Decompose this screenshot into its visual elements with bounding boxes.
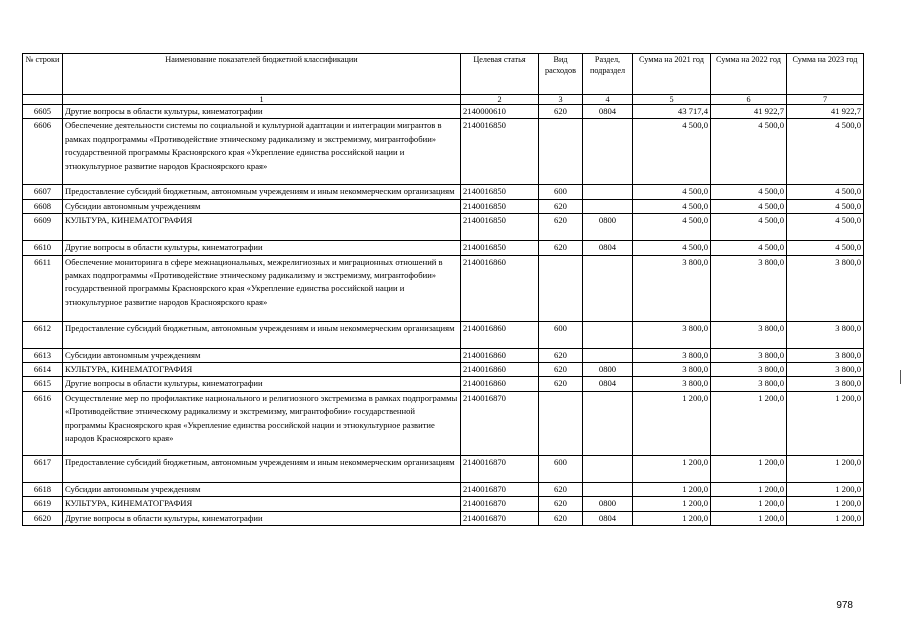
row-sum-2022: 3 800,0 [711, 321, 787, 348]
row-sum-2021: 43 717,4 [633, 105, 711, 119]
row-number: 6615 [23, 377, 63, 391]
row-exp-type: 600 [539, 185, 583, 199]
row-section [583, 348, 633, 362]
row-number: 6619 [23, 497, 63, 511]
table-row [23, 255, 864, 321]
header-row-no: № строки [23, 54, 63, 95]
row-exp-type: 600 [539, 321, 583, 348]
table-row [23, 185, 864, 199]
row-target: 2140016860 [461, 377, 539, 391]
row-sum-2022: 4 500,0 [711, 241, 787, 255]
row-exp-type: 620 [539, 377, 583, 391]
row-name: Субсидии автономным учреждениям [63, 348, 461, 362]
header-section: Раздел, подраздел [583, 54, 633, 95]
row-sum-2023: 3 800,0 [787, 363, 864, 377]
row-sum-2023: 4 500,0 [787, 214, 864, 241]
row-name: Обеспечение деятельности системы по социальной и культурной адаптации и интеграции мигрантов в рамках подпрограммы «Противодействие этническому радикализму и экстремизму, мигрантофобии» государственной программы Красноярского края «Укрепление единства российской нации и этнокультурное развитие народов Красноярского края» [63, 119, 461, 185]
row-sum-2022: 4 500,0 [711, 214, 787, 241]
row-name: Другие вопросы в области культуры, кинематографии [63, 377, 461, 391]
row-exp-type: 620 [539, 199, 583, 213]
row-sum-2022: 1 200,0 [711, 511, 787, 525]
row-number: 6608 [23, 199, 63, 213]
row-exp-type [539, 391, 583, 455]
row-number: 6614 [23, 363, 63, 377]
col-number: 6 [711, 95, 787, 105]
col-number: 2 [461, 95, 539, 105]
row-section [583, 482, 633, 496]
row-section: 0800 [583, 363, 633, 377]
row-number: 6618 [23, 482, 63, 496]
table-row [23, 377, 864, 391]
header-sum-2021: Сумма на 2021 год [633, 54, 711, 95]
row-number: 6620 [23, 511, 63, 525]
row-sum-2023: 1 200,0 [787, 391, 864, 455]
row-sum-2021: 1 200,0 [633, 511, 711, 525]
row-target: 2140016850 [461, 214, 539, 241]
row-name: Предоставление субсидий бюджетным, автономным учреждениям и иным некоммерческим организациям [63, 455, 461, 482]
row-sum-2022: 1 200,0 [711, 497, 787, 511]
row-sum-2021: 1 200,0 [633, 391, 711, 455]
row-name: Предоставление субсидий бюджетным, автономным учреждениям и иным некоммерческим организациям [63, 185, 461, 199]
row-number: 6612 [23, 321, 63, 348]
row-number: 6606 [23, 119, 63, 185]
row-section [583, 321, 633, 348]
row-name: Другие вопросы в области культуры, кинематографии [63, 105, 461, 119]
row-section [583, 391, 633, 455]
row-sum-2023: 4 500,0 [787, 199, 864, 213]
row-exp-type: 600 [539, 455, 583, 482]
col-number: 5 [633, 95, 711, 105]
col-number: 4 [583, 95, 633, 105]
row-name: Другие вопросы в области культуры, кинематографии [63, 511, 461, 525]
row-sum-2021: 1 200,0 [633, 455, 711, 482]
row-sum-2021: 1 200,0 [633, 497, 711, 511]
table-row [23, 241, 864, 255]
row-target: 2140016870 [461, 511, 539, 525]
header-sum-2023: Сумма на 2023 год [787, 54, 864, 95]
row-section [583, 455, 633, 482]
table-row [23, 391, 864, 455]
row-sum-2023: 1 200,0 [787, 511, 864, 525]
row-sum-2023: 1 200,0 [787, 497, 864, 511]
row-sum-2021: 4 500,0 [633, 199, 711, 213]
row-target: 2140016850 [461, 119, 539, 185]
row-sum-2022: 41 922,7 [711, 105, 787, 119]
row-sum-2022: 1 200,0 [711, 391, 787, 455]
row-sum-2021: 4 500,0 [633, 214, 711, 241]
header-sum-2022: Сумма на 2022 год [711, 54, 787, 95]
table-row [23, 511, 864, 525]
col-number: 3 [539, 95, 583, 105]
row-sum-2021: 3 800,0 [633, 363, 711, 377]
row-exp-type [539, 119, 583, 185]
row-sum-2023: 3 800,0 [787, 377, 864, 391]
row-name: Субсидии автономным учреждениям [63, 482, 461, 496]
column-number-row [23, 95, 864, 105]
col-number: 1 [63, 95, 461, 105]
row-name: КУЛЬТУРА, КИНЕМАТОГРАФИЯ [63, 363, 461, 377]
row-exp-type: 620 [539, 482, 583, 496]
table-row [23, 363, 864, 377]
row-sum-2022: 3 800,0 [711, 348, 787, 362]
row-target: 2140016850 [461, 185, 539, 199]
row-target: 2140016870 [461, 482, 539, 496]
row-sum-2023: 3 800,0 [787, 255, 864, 321]
row-name: КУЛЬТУРА, КИНЕМАТОГРАФИЯ [63, 497, 461, 511]
row-target: 2140016870 [461, 455, 539, 482]
row-sum-2023: 1 200,0 [787, 482, 864, 496]
row-number: 6613 [23, 348, 63, 362]
row-exp-type: 620 [539, 497, 583, 511]
row-sum-2021: 4 500,0 [633, 185, 711, 199]
row-sum-2021: 3 800,0 [633, 348, 711, 362]
row-target: 2140016850 [461, 199, 539, 213]
row-exp-type: 620 [539, 511, 583, 525]
row-target: 2140016870 [461, 391, 539, 455]
row-target: 2140016860 [461, 348, 539, 362]
row-sum-2022: 3 800,0 [711, 363, 787, 377]
table-row [23, 497, 864, 511]
row-name: Обеспечение мониторинга в сфере межнациональных, межрелигиозных и миграционных отношений в рамках подпрограммы «Противодействие этническому радикализму и экстремизму, мигрантофобии» государственной программы Красноярского края «Укрепление единства российской нации и этнокультурное развитие народов Красноярского края» [63, 255, 461, 321]
table-row [23, 455, 864, 482]
row-section: 0804 [583, 105, 633, 119]
row-section [583, 199, 633, 213]
row-sum-2021: 1 200,0 [633, 482, 711, 496]
row-number: 6610 [23, 241, 63, 255]
scan-edge-mark [900, 370, 901, 384]
row-section: 0800 [583, 214, 633, 241]
row-section [583, 119, 633, 185]
row-sum-2021: 4 500,0 [633, 241, 711, 255]
table-body [23, 105, 864, 526]
budget-table [22, 53, 864, 526]
row-target: 2140016850 [461, 241, 539, 255]
col-number [23, 95, 63, 105]
row-sum-2022: 1 200,0 [711, 455, 787, 482]
page-number: 978 [836, 600, 853, 611]
row-sum-2023: 3 800,0 [787, 348, 864, 362]
row-number: 6607 [23, 185, 63, 199]
row-name: Предоставление субсидий бюджетным, автономным учреждениям и иным некоммерческим организациям [63, 321, 461, 348]
row-number: 6609 [23, 214, 63, 241]
row-exp-type: 620 [539, 105, 583, 119]
row-exp-type: 620 [539, 363, 583, 377]
row-sum-2023: 4 500,0 [787, 185, 864, 199]
table-row [23, 105, 864, 119]
row-sum-2021: 3 800,0 [633, 321, 711, 348]
row-target: 2140016860 [461, 255, 539, 321]
row-section: 0804 [583, 377, 633, 391]
table-row [23, 321, 864, 348]
col-number: 7 [787, 95, 864, 105]
row-exp-type: 620 [539, 348, 583, 362]
row-sum-2022: 3 800,0 [711, 255, 787, 321]
row-sum-2021: 3 800,0 [633, 377, 711, 391]
row-exp-type: 620 [539, 241, 583, 255]
row-section [583, 255, 633, 321]
row-name: Осуществление мер по профилактике национального и религиозного экстремизма в рамках подпрограммы «Противодействие этническому радикализму и экстремизму, мигрантофобии» государственной программы Красноярского края «Укрепление единства российской нации и этнокультурное развитие народов Красноярского края» [63, 391, 461, 455]
header-row [23, 54, 864, 95]
row-section: 0804 [583, 511, 633, 525]
row-sum-2022: 3 800,0 [711, 377, 787, 391]
row-sum-2022: 4 500,0 [711, 199, 787, 213]
row-exp-type [539, 255, 583, 321]
row-section: 0800 [583, 497, 633, 511]
row-sum-2022: 1 200,0 [711, 482, 787, 496]
row-number: 6616 [23, 391, 63, 455]
row-sum-2023: 1 200,0 [787, 455, 864, 482]
row-target: 2140000610 [461, 105, 539, 119]
table-row [23, 199, 864, 213]
row-section: 0804 [583, 241, 633, 255]
row-sum-2022: 4 500,0 [711, 119, 787, 185]
table-row [23, 482, 864, 496]
table-row [23, 119, 864, 185]
row-sum-2023: 4 500,0 [787, 119, 864, 185]
header-name: Наименование показателей бюджетной классификации [63, 54, 461, 95]
row-section [583, 185, 633, 199]
row-name: КУЛЬТУРА, КИНЕМАТОГРАФИЯ [63, 214, 461, 241]
row-sum-2023: 41 922,7 [787, 105, 864, 119]
row-name: Другие вопросы в области культуры, кинематографии [63, 241, 461, 255]
row-number: 6617 [23, 455, 63, 482]
row-name: Субсидии автономным учреждениям [63, 199, 461, 213]
row-number: 6611 [23, 255, 63, 321]
row-sum-2021: 4 500,0 [633, 119, 711, 185]
row-sum-2022: 4 500,0 [711, 185, 787, 199]
row-exp-type: 620 [539, 214, 583, 241]
row-target: 2140016870 [461, 497, 539, 511]
row-sum-2021: 3 800,0 [633, 255, 711, 321]
header-target: Целевая статья [461, 54, 539, 95]
table-row [23, 348, 864, 362]
header-exp-type: Вид расходов [539, 54, 583, 95]
row-number: 6605 [23, 105, 63, 119]
row-sum-2023: 3 800,0 [787, 321, 864, 348]
row-target: 2140016860 [461, 363, 539, 377]
row-target: 2140016860 [461, 321, 539, 348]
row-sum-2023: 4 500,0 [787, 241, 864, 255]
table-row [23, 214, 864, 241]
